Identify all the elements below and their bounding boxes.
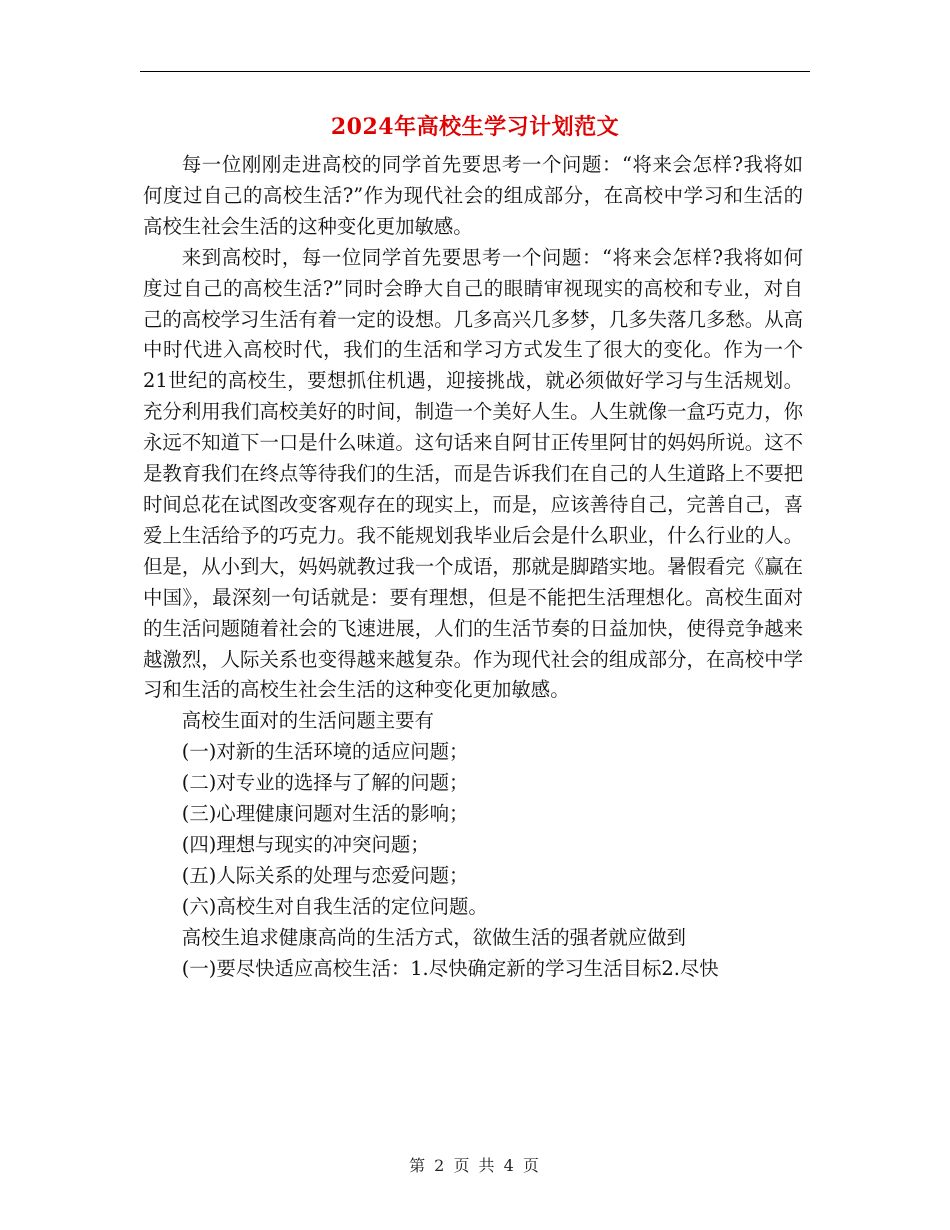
list-item: (二)对专业的选择与了解的问题； bbox=[181, 771, 469, 795]
list-item: (四)理想与现实的冲突问题； bbox=[181, 832, 430, 856]
paragraph-lifestyle-heading: 高校生追求健康高尚的生活方式，欲做生活的强者就应做到 bbox=[181, 925, 686, 949]
paragraph-intro: 每一位刚刚走进高校的同学首先要思考一个问题：“将来会怎样?我将如何度过自己的高校生活?”作为现代社会的组成部分，在高校中学习和生活的高校生社会生活的这种变化更加敏感。 bbox=[143, 153, 803, 238]
document-title: 2024年高校生学习计划范文 bbox=[330, 114, 620, 140]
header-rule bbox=[140, 71, 810, 72]
list-item: (一)要尽快适应高校生活：1.尽快确定新的学习生活目标2.尽快 bbox=[181, 956, 719, 980]
list-item: (六)高校生对自我生活的定位问题。 bbox=[181, 894, 488, 918]
list-item: (五)人际关系的处理与恋爱问题； bbox=[181, 863, 469, 887]
list-item: (一)对新的生活环境的适应问题； bbox=[181, 740, 469, 764]
list-item: (三)心理健康问题对生活的影响； bbox=[181, 802, 469, 826]
paragraph-main: 来到高校时，每一位同学首先要思考一个问题：“将来会怎样?我将如何度过自己的高校生活?”同时会睁大自己的眼睛审视现实的高校和专业，对自己的高校学习生活有着一定的设想。几多高兴几多梦，几多失落几多愁。从高中时代进入高校时代，我们的生活和学习方式发生了很大的变化。作为一个21世纪的高校生，要想抓住机遇，迎接挑战，就必须做好学习与生活规划。充分利用我们高校美好的时间，制造一个美好人生。人生就像一盒巧克力，你永远不知道下一口是什么味道。这句话来自阿甘正传里阿甘的妈妈所说。这不是教育我们在终点等待我们的生活，而是告诉我们在自己的人生道路上不要把时间总花在试图改变客观存在的现实上，而是，应该善待自己，完善自己，喜爱上生活给予的巧克力。我不能规划我毕业后会是什么职业，什么行业的人。但是，从小到大，妈妈就教过我一个成语，那就是脚踏实地。暑假看完《赢在中国》，最深刻一句话就是：要有理想，但是不能把生活理想化。高校生面对的生活问题随着社会的飞速进展，人们的生活节奏的日益加快，使得竞争越来越激烈，人际关系也变得越来越复杂。作为现代社会的组成部分，在高校中学习和生活的高校生社会生活的这种变化更加敏感。 bbox=[143, 245, 803, 702]
paragraph-problems-heading: 高校生面对的生活问题主要有 bbox=[181, 709, 434, 733]
document-body bbox=[143, 150, 803, 984]
page-footer: 第 2 页 共 4 页 bbox=[409, 1156, 541, 1175]
